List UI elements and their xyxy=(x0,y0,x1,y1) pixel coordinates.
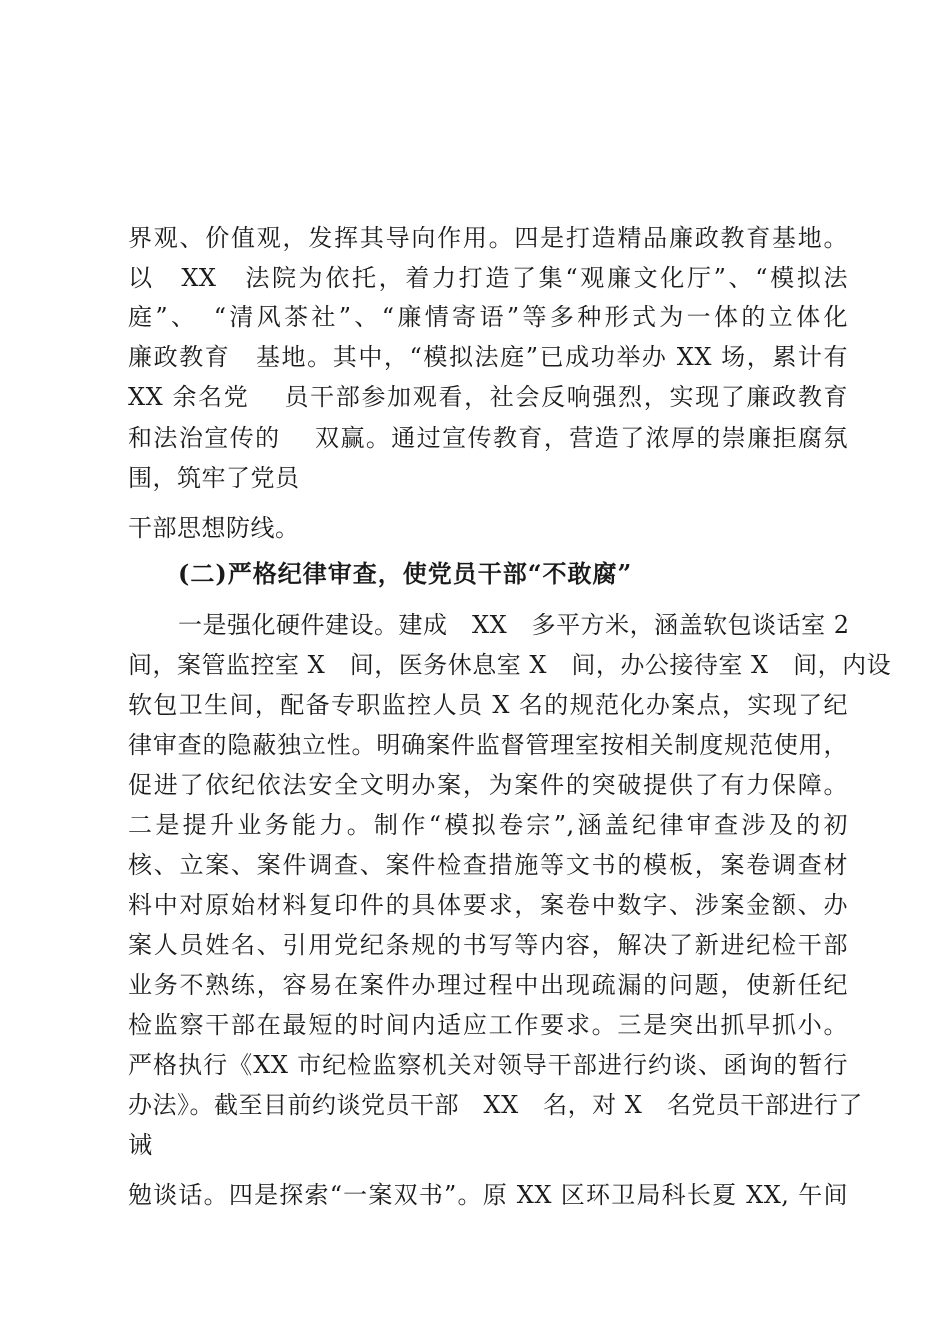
paragraph-line: 廉政教育 基地。其中，“模拟法庭”已成功举办 XX 场，累计有 xyxy=(128,343,848,371)
paragraph-line: 诫 xyxy=(128,1131,153,1159)
paragraph-line: 干部思想防线。 xyxy=(128,514,300,542)
paragraph-line: 业务不熟练，容易在案件办理过程中出现疏漏的问题，使新任纪 xyxy=(128,971,848,999)
paragraph-line: 检监察干部在最短的时间内适应工作要求。三是突出抓早抓小。 xyxy=(128,1011,848,1039)
paragraph-line: 料中对原始材料复印件的具体要求，案卷中数字、涉案金额、办 xyxy=(128,891,848,919)
paragraph-line: 以 XX 法院为依托，着力打造了集“观廉文化厅”、“模拟法 xyxy=(128,264,848,292)
paragraph-line: 和法治宣传的 双赢。通过宣传教育，营造了浓厚的崇廉拒腐氛 xyxy=(128,424,848,452)
paragraph-line: 庭”、 “清风茶社”、“廉情寄语”等多种形式为一体的立体化 xyxy=(128,303,848,331)
paragraph-line: 软包卫生间，配备专职监控人员 X 名的规范化办案点，实现了纪 xyxy=(128,691,848,719)
paragraph-line: 界观、价值观，发挥其导向作用。四是打造精品廉政教育基地。 xyxy=(128,224,848,252)
paragraph-line: 促进了依纪依法安全文明办案，为案件的突破提供了有力保障。 xyxy=(128,771,848,799)
paragraph-line: 围，筑牢了党员 xyxy=(128,464,300,492)
section-heading: (二)严格纪律审查，使党员干部“不敢腐” xyxy=(178,559,633,588)
paragraph-line: 严格执行《XX 市纪检监察机关对领导干部进行约谈、函询的暂行 xyxy=(128,1051,848,1079)
paragraph-line: 二是提升业务能力。制作“模拟卷宗”,涵盖纪律审查涉及的初 xyxy=(128,811,848,839)
paragraph-line: 办法》。截至目前约谈党员干部 XX 名，对 X 名党员干部进行了 xyxy=(128,1091,863,1119)
paragraph-line: 一是强化硬件建设。建成 XX 多平方米，涵盖软包谈话室 2 xyxy=(178,611,850,639)
paragraph-line: 间，案管监控室 X 间，医务休息室 X 间，办公接待室 X 间，内设 xyxy=(128,651,892,679)
paragraph-line: 勉谈话。四是探索“一案双书”。原 XX 区环卫局科长夏 XX, 午间 xyxy=(128,1181,848,1209)
paragraph-line: 案人员姓名、引用党纪条规的书写等内容，解决了新进纪检干部 xyxy=(128,931,848,959)
paragraph-line: 律审查的隐蔽独立性。明确案件监督管理室按相关制度规范使用， xyxy=(128,731,848,759)
paragraph-line: 核、立案、案件调查、案件检查措施等文书的模板，案卷调查材 xyxy=(128,851,848,879)
paragraph-line: XX 余名党 员干部参加观看，社会反响强烈，实现了廉政教育 xyxy=(128,383,848,411)
